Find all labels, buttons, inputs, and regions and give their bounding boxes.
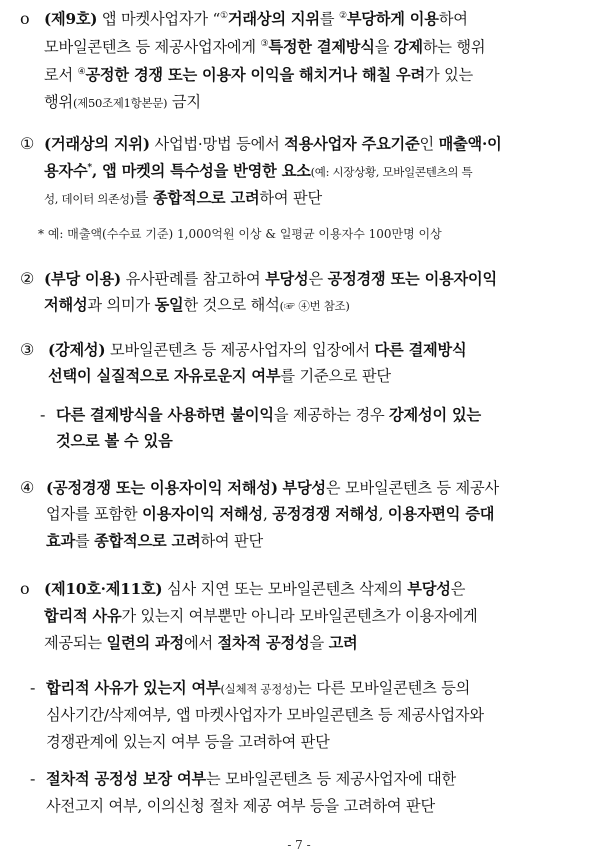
item9-line-1: (제9호) 앱 마켓사업자가 “①거래상의 지위를 ②부당하게 이용하여 bbox=[44, 10, 468, 28]
circled-number-1: ① bbox=[20, 134, 35, 153]
crit1-line-1: (거래상의 지위) 사업법·망법 등에서 적용사업자 주요기준인 매출액·이 bbox=[44, 135, 502, 153]
crit3-line-3: 다른 결제방식을 사용하면 불이익을 제공하는 경우 강제성이 있는 bbox=[56, 406, 481, 424]
circled-number-3: ③ bbox=[20, 340, 35, 359]
crit2-line-1: (부당 이용) 유사판례를 참고하여 부당성은 공정경쟁 또는 이용자이익 bbox=[44, 270, 497, 288]
crit1-line-3: 성, 데이터 의존성)를 종합적으로 고려하여 판단 bbox=[44, 189, 322, 207]
crit1-line-2: 용자수*, 앱 마켓의 특수성을 반영한 요소(예: 시장상황, 모바일콘텐츠의 특 bbox=[44, 162, 473, 180]
item10-line-5: 심사기간/삭제여부, 앱 마켓사업자가 모바일콘텐츠 등 제공사업자와 bbox=[46, 706, 484, 724]
page-number: - 7 - bbox=[287, 838, 311, 852]
crit4-line-2: 업자를 포함한 이용자이익 저해성, 공정경쟁 저해성, 이용자편익 증대 bbox=[46, 505, 495, 523]
bullet-marker: o bbox=[20, 9, 30, 28]
item10-line-7: 절차적 공정성 보장 여부는 모바일콘텐츠 등 제공사업자에 대한 bbox=[46, 770, 457, 788]
footnote-revenue-users: * 예: 매출액(수수료 기준) 1,000억원 이상 & 일평균 이용자수 100만명 이상 bbox=[38, 227, 442, 241]
item9-line-3: 로서 ④공정한 경쟁 또는 이용자 이익을 해치거나 해칠 우려가 있는 bbox=[44, 66, 474, 84]
item10-line-2: 합리적 사유가 있는지 여부뿐만 아니라 모바일콘텐츠가 이용자에게 bbox=[44, 607, 478, 625]
dash-marker: - bbox=[30, 678, 36, 697]
bullet-marker: o bbox=[20, 579, 30, 598]
item9-line-2: 모바일콘텐츠 등 제공사업자에게 ③특정한 결제방식을 강제하는 행위 bbox=[44, 38, 486, 56]
item9-line-4: 행위(제50조제1항본문) 금지 bbox=[44, 93, 201, 111]
crit3-line-2: 선택이 실질적으로 자유로운지 여부를 기준으로 판단 bbox=[48, 367, 391, 385]
crit4-line-1: (공정경쟁 또는 이용자이익 저해성) 부당성은 모바일콘텐츠 등 제공사 bbox=[46, 479, 499, 497]
dash-marker: - bbox=[30, 769, 36, 788]
crit2-line-2: 저해성과 의미가 동일한 것으로 해석(☞ ④번 참조) bbox=[44, 296, 350, 314]
item10-line-6: 경쟁관계에 있는지 여부 등을 고려하여 판단 bbox=[46, 733, 330, 751]
item10-line-1: (제10호·제11호) 심사 지연 또는 모바일콘텐츠 삭제의 부당성은 bbox=[44, 580, 466, 598]
crit3-line-4: 것으로 볼 수 있음 bbox=[56, 432, 173, 450]
circled-number-2: ② bbox=[20, 269, 35, 288]
item10-line-4: 합리적 사유가 있는지 여부(실체적 공정성)는 다른 모바일콘텐츠 등의 bbox=[46, 679, 471, 697]
crit3-line-1: (강제성) 모바일콘텐츠 등 제공사업자의 입장에서 다른 결제방식 bbox=[48, 341, 467, 359]
item10-line-8: 사전고지 여부, 이의신청 절차 제공 여부 등을 고려하여 판단 bbox=[46, 797, 435, 815]
item10-line-3: 제공되는 일련의 과정에서 절차적 공정성을 고려 bbox=[44, 634, 358, 652]
crit4-line-3: 효과를 종합적으로 고려하여 판단 bbox=[46, 532, 263, 550]
dash-marker: - bbox=[40, 405, 46, 424]
circled-number-4: ④ bbox=[20, 478, 35, 497]
